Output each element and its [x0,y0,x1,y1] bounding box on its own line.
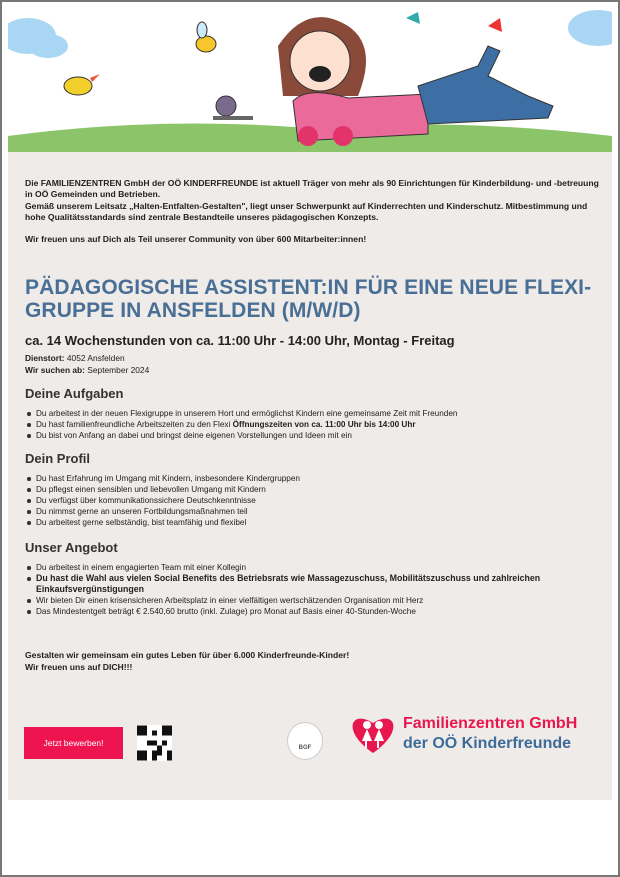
list-item: Du hast die Wahl aus vielen Social Benefits des Betriebsrats wie Massagezuschuss, Mobilitätszuschuss und zahlreichen Einkaufsvergünstigungen [25,573,605,595]
section-heading: Unser Angebot [25,540,118,555]
section-angebot [25,540,605,617]
section-profil [25,451,605,528]
list-item [25,419,605,430]
list-item: Du pflegst einen sensiblen und liebevollen Umgang mit Kindern [25,484,605,495]
closing-text [25,650,349,673]
heart-children-icon [347,713,399,755]
intro-text [25,178,605,245]
intro-paragraph-3: Wir freuen uns auf Dich als Teil unserer Community von über 600 Mitarbeiter:innen! [25,234,367,245]
qr-code[interactable] [137,725,172,761]
start-label: Wir suchen ab: [25,364,85,375]
bird-icon [64,74,100,95]
list-item: Das Mindestentgelt beträgt € 2.540,60 brutto (inkl. Zulage) pro Monat auf Basis einer 40-Stunden-Woche [25,606,605,617]
start-value: September 2024 [87,364,150,375]
list-item: Du bist von Anfang an dabei und bringst deine eigenen Vorstellungen und Ideen mit ein [25,430,605,441]
closing-line-2: Wir freuen uns auf DICH!!! [25,661,133,672]
list-item: Wir bieten Dir einen krisensicheren Arbeitsplatz in einer vielfältigen wertschätzenden Organisation mit Herz [25,595,605,606]
section-heading: Deine Aufgaben [25,386,124,401]
list-item: Du hast Erfahrung im Umgang mit Kindern, insbesondere Kindergruppen [25,473,605,484]
intro-paragraph-2: Gemäß unserem Leitsatz „Halten-Entfalten-Gestalten", liegt unser Schwerpunkt auf Kinderrechten und Kinderschutz. Mitbestimmung und hohe Qualitätsstandards sind zentrale Bestandteile unseres pädagogischen Konzepts. [25,200,588,222]
bee-icon [196,22,216,52]
job-meta [25,353,149,376]
section-heading: Dein Profil [25,451,91,466]
header-illustration [8,6,612,166]
job-title: PÄDAGOGISCHE ASSISTENT:IN FÜR EINE NEUE FLEXI-GRUPPE IN ANSFELDEN (M/W/D) [25,276,592,322]
list-item: Du verfügst über kommunikationssichere Deutschkenntnisse [25,495,605,506]
cloud-right-icon [568,10,612,46]
logo-line-2: der OÖ Kinderfreunde [403,735,572,752]
list-item: Du arbeitest in einem engagierten Team mit einer Kollegin [25,562,605,573]
location-label: Dienstort: [25,353,65,363]
list-item-text: Du hast familienfreundliche Arbeitszeiten zu den Flexi [36,420,231,429]
closing-line-1: Gestalten wir gemeinsam ein gutes Leben für über 6.000 Kinderfreunde-Kinder! [25,650,350,660]
girl-illustration [278,17,553,146]
cloud-left-icon [8,18,68,58]
location-value: 4052 Ansfelden [66,353,125,363]
list-item: Du arbeitest gerne selbständig, bist teamfähig und flexibel [25,517,605,528]
butterfly-icon [406,12,502,32]
bgf-label: BGF [298,745,312,751]
company-logo [347,713,578,760]
section-aufgaben [25,386,605,441]
list-item: Du nimmst gerne an unseren Fortbildungsmaßnahmen teil [25,506,605,517]
snail-icon [213,96,253,118]
apply-button[interactable]: Jetzt bewerben! [24,727,123,759]
bgf-badge [287,722,323,760]
list-item: Du arbeitest in der neuen Flexigruppe in unserem Hort und ermöglichst Kindern eine gemeinsame Zeit mit Freunden [25,408,605,419]
logo-line-1: Familienzentren GmbH [403,715,578,732]
intro-paragraph-1: Die FAMILIENZENTREN GmbH der OÖ KINDERFREUNDE ist aktuell Träger von mehr als 90 Einrichtungen für Kinderbildung- und -betreuung in OÖ Gemeinden und Betrieben. [25,178,599,200]
list-item-bold: Öffnungszeiten von ca. 11:00 Uhr bis 14:00 Uhr [232,420,416,429]
job-hours: ca. 14 Wochenstunden von ca. 11:00 Uhr - 14:00 Uhr, Montag - Freitag [25,333,455,348]
